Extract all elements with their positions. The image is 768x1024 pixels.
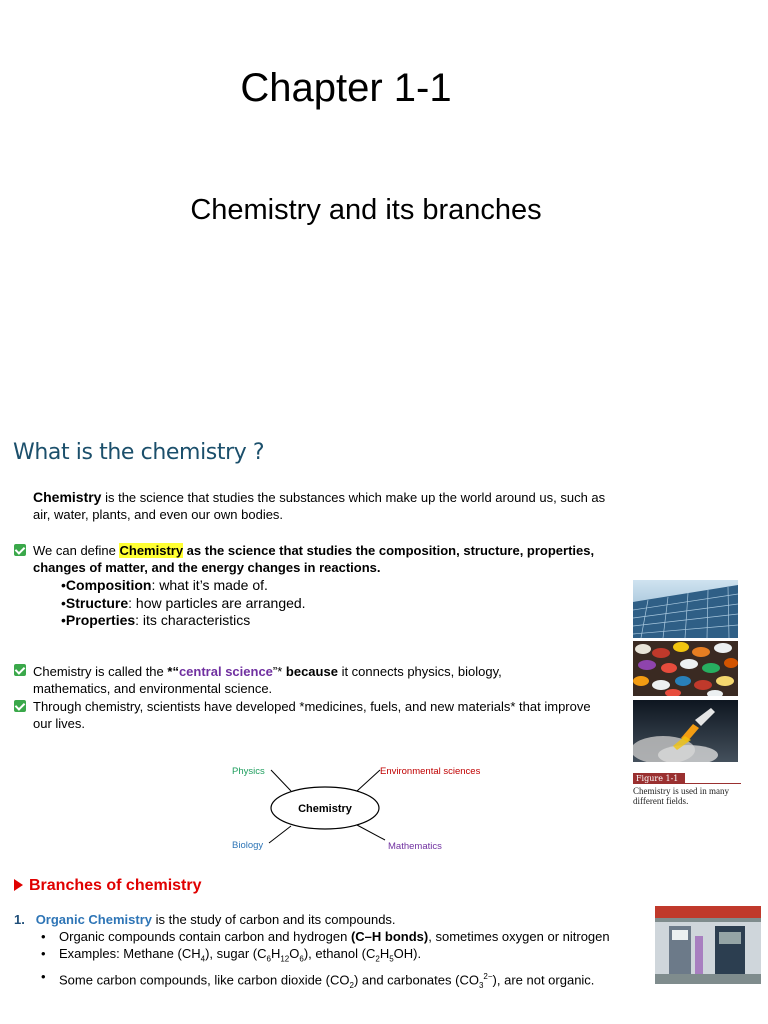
branches-heading — [14, 877, 202, 895]
check-icon — [14, 700, 26, 712]
item-number: 1. — [14, 912, 25, 927]
organic-bullets — [14, 928, 654, 994]
page-subtitle: Chemistry and its branches — [190, 194, 542, 226]
intro-paragraph — [33, 489, 623, 523]
gas-station-photo — [655, 906, 761, 984]
diagram-mathematics-label: Mathematics — [388, 841, 442, 852]
check-icon — [14, 544, 26, 556]
chemistry-diagram — [225, 760, 515, 855]
define-term: Chemistry — [119, 543, 184, 558]
define-paragraph — [33, 542, 633, 576]
organic-text: is the study of carbon and its compounds. — [152, 912, 396, 927]
intro-term: Chemistry — [33, 489, 102, 505]
central-paragraph — [33, 663, 573, 697]
aspect-text: : how particles are arranged. — [128, 595, 306, 611]
diagram-line — [269, 826, 291, 843]
page-title: Chapter 1-1 — [240, 66, 452, 110]
figure-label: Figure 1-1 — [633, 773, 685, 784]
diagram-line — [271, 770, 291, 791]
aspect-term: Properties — [65, 612, 136, 628]
solar-panels-photo — [633, 580, 738, 638]
intro-text: is the science that studies the substances which make up the world around us, such as air, water, plants, and even our own bodies. — [33, 490, 606, 522]
aspect-item: •Composition: what it’s made of. — [61, 577, 268, 593]
central-rest: it connects physics, biology, mathematics, and environmental science. — [33, 664, 502, 696]
arrow-bullet-icon — [14, 879, 23, 891]
list-item: • Organic compounds contain carbon and hydrogen (C–H bonds), sometimes oxygen or nitrogen — [59, 928, 654, 945]
check-icon — [14, 664, 26, 676]
aspect-item: •Properties: its characteristics — [61, 612, 251, 628]
diagram-environmental-label: Environmental sciences — [380, 766, 481, 777]
pills-photo — [633, 641, 738, 696]
diagram-biology-label: Biology — [232, 840, 264, 851]
branches-heading-text: Branches of chemistry — [29, 877, 202, 894]
aspect-text: : what it’s made of. — [151, 577, 268, 593]
aspect-term: Structure — [65, 595, 129, 611]
figure-rule — [683, 783, 741, 784]
diagram-center-label: Chemistry — [298, 803, 352, 815]
organic-term: Organic Chemistry — [35, 912, 153, 927]
define-pre: We can define — [33, 543, 120, 558]
diagram-line — [357, 825, 385, 840]
aspect-term: Composition — [65, 577, 152, 593]
diagram-line — [357, 770, 380, 791]
central-pre: Chemistry is called the — [33, 664, 168, 679]
diagram-physics-label: Physics — [232, 766, 265, 777]
section-heading: What is the chemistry ? — [13, 440, 265, 465]
list-item: • Examples: Methane $(CH_4)$, sugar $(C_6H_{12}O_6)$, ethanol $(C_2H_5OH)$. — [59, 945, 654, 968]
list-item: • Some carbon compounds, like carbon dioxide $(CO_2)$ and carbonates $(CO_3^{2-})$, are not organic. — [59, 968, 654, 994]
aspect-text: : its characteristics — [135, 612, 251, 628]
define-rest: as the science that studies the composition, structure, properties, changes of matter, and the energy changes in reactions. — [33, 543, 595, 575]
central-because: because — [282, 664, 338, 679]
figure-caption-text: Chemistry is used in many different fields. — [633, 786, 729, 806]
aspect-item: •Structure: how particles are arranged. — [61, 595, 306, 611]
central-term: central science — [178, 664, 273, 679]
figure-caption — [633, 773, 741, 806]
rocket-launch-photo — [633, 700, 738, 762]
organic-chemistry-item — [14, 911, 654, 994]
through-paragraph: Through chemistry, scientists have developed *medicines, fuels, and new materials* that improve our lives. — [33, 699, 591, 731]
central-close: ”* — [272, 664, 283, 679]
central-open: *“ — [167, 664, 179, 679]
